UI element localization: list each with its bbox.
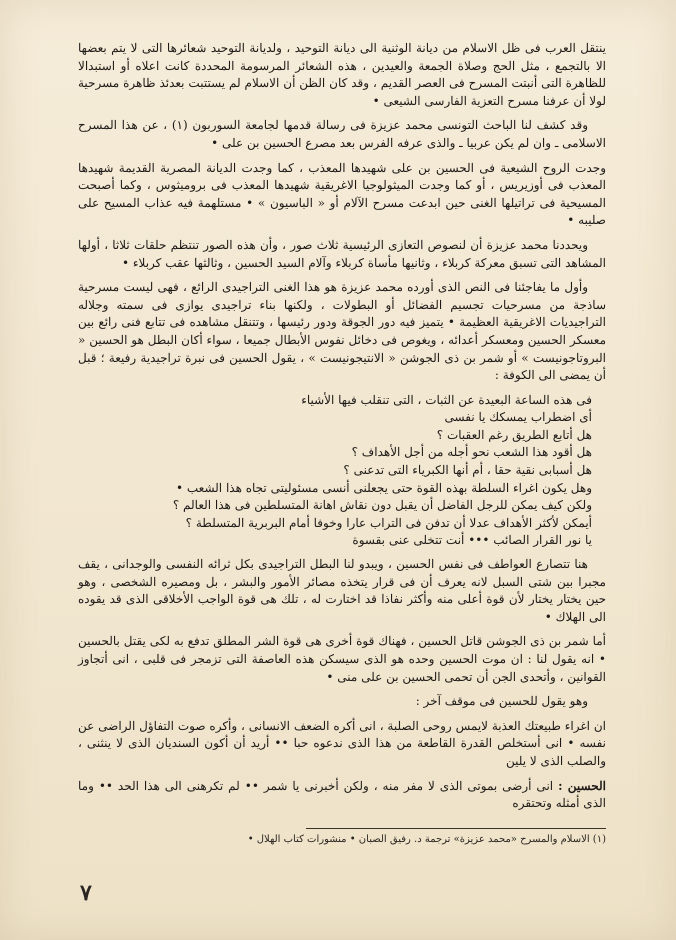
paragraph: ينتقل العرب فى ظل الاسلام من ديانة الوثنية الى ديانة التوحيد ، ولديانة التوحيد شعائرها التى لا يتم بعضها الا بالتجمع ، مثل الحج وصلاة الجمعة والعيدين ، هذه الشعائر المرسومة المحددة كانت اعلاه أو استبدالا للظاهرة التى أنبتت المسرح فى العصر القديم ، وقد كان الظن أن الاسلام لم يستتبت بعدئذ ظاهرة مسرحية لولا أن عرفنا مسرح التعزية الفارسى الشيعى • [78,41,606,108]
verse-line: ولكن كيف يمكن للرجل الفاضل أن يقبل دون نقاش اهانة المتسلطين فى هذا العالم ؟ [172,498,592,513]
paragraph: وقد كشف لنا الباحث التونسى محمد عزيزة فى رسالة قدمها لجامعة السوربون (١) ، عن هذا المسرح الاسلامى ـ وان لم يكن عربيا ـ والذى عرفه الفرس بعد مصرع الحسين بن على • [78,118,606,150]
speaker-label: الحسين : [558,778,606,793]
verse-line: وهل يكون اغراء السلطة بهذه القوة حتى يجعلنى أنسى مسئوليتى تجاه هذا الشعب • [175,480,592,495]
paragraph: ويحددنا محمد عزيزة أن لنصوص التعازى الرئيسية ثلاث صور ، وأن هذه الصور تنتظم حلقات ثلاثا ، أولها المشاهد التى تسبق معركة كربلاء ، وثانيها مأساة كربلاء وآلام السيد الحسين ، وثالثها عقب كربلاء • [78,237,606,270]
dialogue-line [78,778,606,813]
paragraph: وأول ما يفاجئنا فى النص الذى أورده محمد عزيزة هو هذا الغنى التراجيدى الرائع ، فهى ليست مسرحية ساذجة من مسرحيات تجسيم الفضائل أو البطولات ، ولكنها بناء تراجيدى يوازى فى سمته وجلاله التراجيديات الاغريقية العظيمة • يتميز فيه دور الجوقة ودور رئيسها ، وتتنقل مشاهده فى تتابع فنى رائع بين معسكر الحسين ومعسكر أعدائه ، ويغوص فى دخائل نفوس الأبطال جميعا ، سواء أكان البطل هو الحسين « البروتاجونيست » أو شمر بن ذى الجوشن « الانتيجونيست » ، يقول الحسين فى نبرة تراجيدية رفيعة ؛ قبل أن يمضى الى الكوفة : [78,280,606,383]
verse-line: فى هذه الساعة البعيدة عن الثبات ، التى تنقلب فيها الأشياء [301,392,592,407]
footnote: (١) الاسلام والمسرح «محمد عزيزة» ترجمة د. رفيق الصبان • منشورات كتاب الهلال • [247,834,606,845]
paragraph: وجدت الروح الشيعية فى الحسين بن على شهيدها المعذب ، كما وجدت الديانة المصرية القديمة شهيدها المعذب فى أوزيريس ، أو كما وجدت الميثولوجيا الاغريقية شهيدها المعذب فى بروميثوس ، وكما أصبحت المسيحية فى تراتيلها الغنى حين ابدعت مسرح الآلام أو « الباسيون » • مستلهمة فيه عذاب المسيح على صليبه • [78,160,606,228]
paragraph: أما شمر بن ذى الجوشن قاتل الحسين ، فهناك قوة أخرى هى قوة الشر المطلق تدفع به لكى يقتل بالحسين • انه يقول لنا : ان موت الحسين وحده هو الذى سيسكن هذه العاصفة التى تزمجر فى قلبى ، انى أتجاوز القوانين ، وأتحدى الجن أن تحمى الحسين بن على منى • [78,634,606,684]
verse-block-hussein [78,392,606,550]
verse-line: أيمكن لأكثر الأهداف عدلا أن تدفن فى التراب عارا وخوفا أمام البربرية المتسلطة ؟ [185,515,592,530]
page-number: ٧ [80,880,92,906]
verse-line: يا نور القرار الصائب ••• أنت تتخلى عنى بقسوة [352,533,592,548]
verse-line: هل أتابع الطريق رغم العقبات ؟ [436,427,592,442]
verse-line: هل أسبابى نقية حقا ، أم أنها الكبرياء التى تدعنى ؟ [343,463,592,478]
paragraph: هنا تتصارع العواطف فى نفس الحسين ، ويبدو لنا البطل التراجيدى بكل ثرائه النفسى والوجدانى ، يقف مجبرا بين شتى السبل لانه يعرف أن فى قرار يتخذه مصائر الأمور والبشر ، بل ومصيره الشخصى ، وهو حين يختار يختار لأن قوة أعلى منه وأكثر نفاذا قد اختارت له ، تلك هى قوة الواجب الأخلاقى الذى قد يقوده الى الهلاك • [78,557,606,624]
paragraph: ان اغراء طبيعتك العذبة لايمس روحى الصلبة ، انى أكره الضعف الانسانى ، وأكره صوت التفاؤل الراضى عن نفسه • انى أستخلص القدرة القاطعة من هذا الذى ندعوه حبا •• أريد أن أكون السنديان الذى لا ينثنى ، والصلب الذى لا يلين [78,718,606,768]
body-text [78,40,606,813]
speaker-text: انى أرضى بموتى الذى لا مفر منه ، ولكن أخبرنى يا شمر •• لم تكرهنى الى هذا الحد •• وما الذى أمثله وتحتقره [78,778,606,811]
paragraph: وهو يقول للحسين فى موقف آخر : [415,694,588,709]
verse-line: أى اضطراب يمسكك يا نفسى [444,410,592,425]
footnote-divider [306,828,606,829]
verse-line: هل أقود هذا الشعب نحو أجله من أجل الأهداف ؟ [351,445,592,460]
